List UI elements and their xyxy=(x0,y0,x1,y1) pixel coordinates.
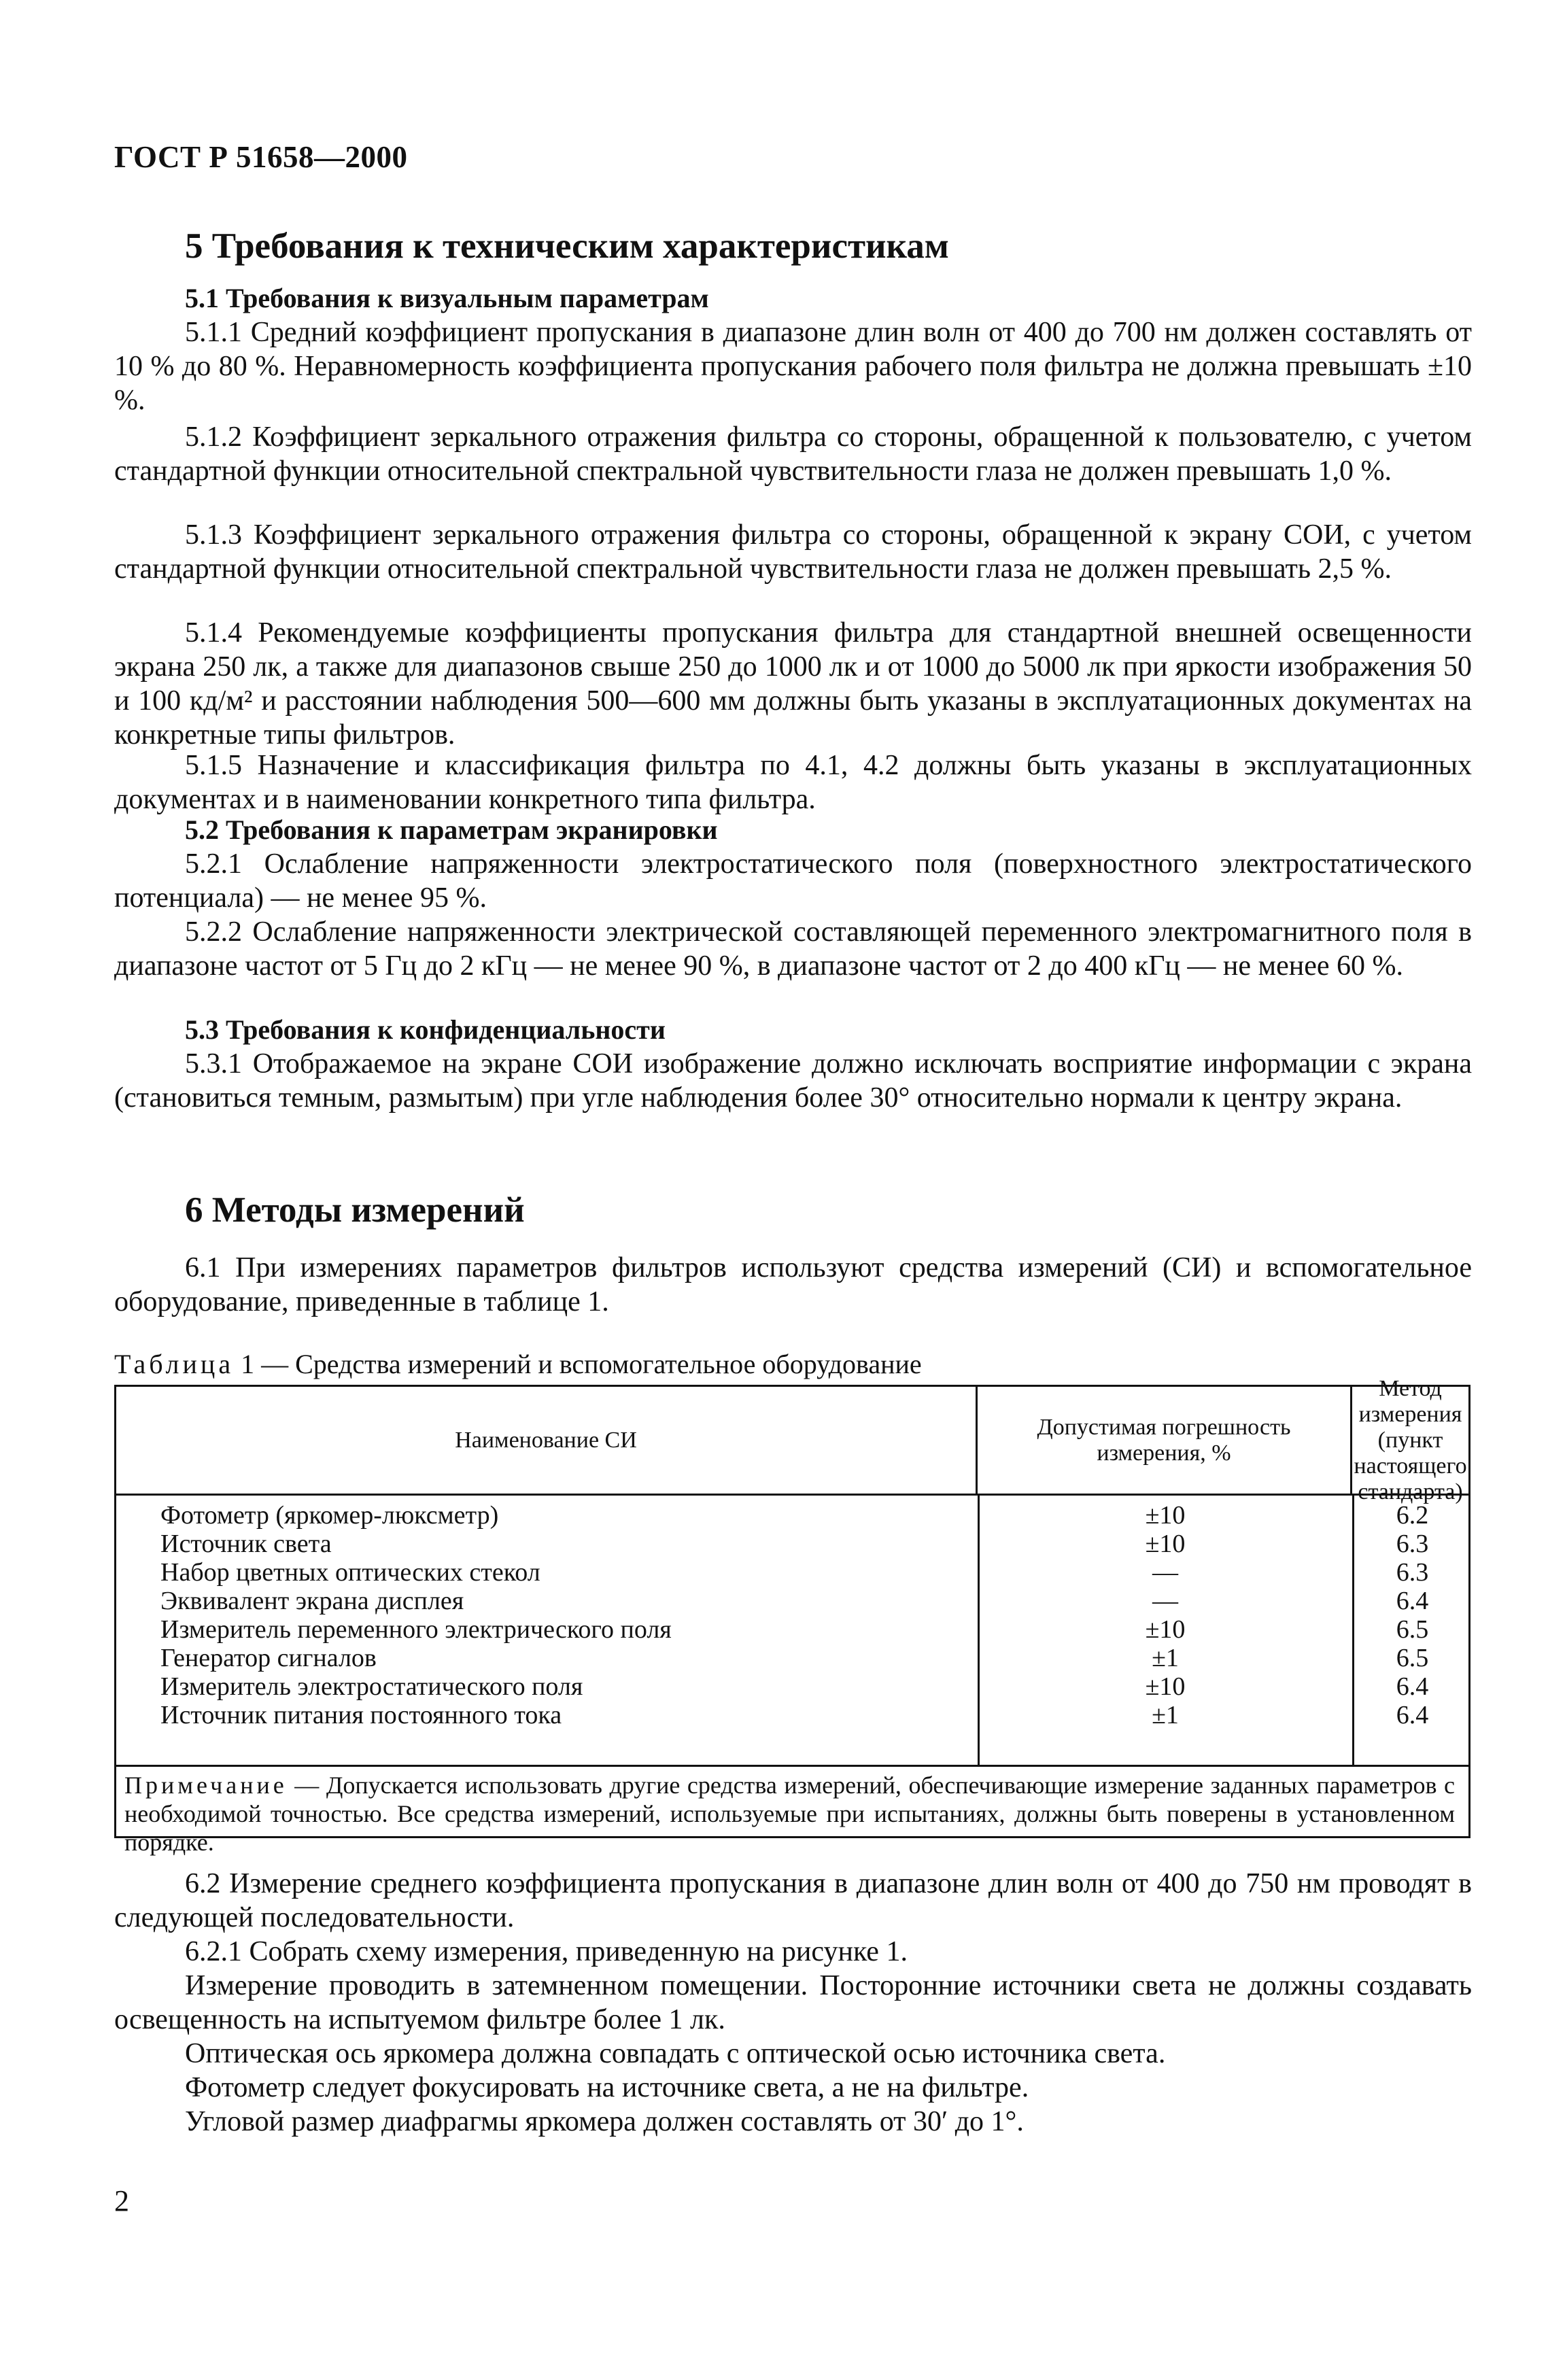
table-note xyxy=(116,1765,1468,1857)
table-body xyxy=(116,1501,1468,1729)
table-row xyxy=(116,1644,1468,1672)
cell-name: Измеритель электростатического поля xyxy=(160,1672,583,1701)
table-header-name: Наименование СИ xyxy=(116,1387,978,1496)
cell-error: — xyxy=(1152,1587,1178,1615)
section-5-1-title: 5.1 Требования к визуальным параметрам xyxy=(185,283,709,313)
paragraph-5-2-1: 5.2.1 Ослабление напряженности электростатического поля (поверхностного электростатического потенциала) — не менее 95 %. xyxy=(114,848,1472,914)
paragraph-5-2-2: 5.2.2 Ослабление напряженности электрической составляющей переменного электромагнитного поля в диапазоне частот от 5 Гц до 2 кГц — не менее 90 %, в диапазоне частот от 2 до 400 кГц — не менее 60 %. xyxy=(114,916,1472,982)
cell-name: Источник света xyxy=(160,1530,332,1558)
paragraph-5-1-3: 5.1.3 Коэффициент зеркального отражения фильтра со стороны, обращенной к экрану СОИ, с учетом стандартной функции относительной спектральной чувствительности глаза не должен превышать 2,5 %. xyxy=(114,519,1472,585)
cell-error: ±1 xyxy=(1152,1644,1179,1672)
table-row xyxy=(116,1530,1468,1558)
cell-method: 6.5 xyxy=(1396,1615,1429,1644)
paragraph-6-2-1-d: Угловой размер диафрагмы яркомера должен составлять от 30′ до 1°. xyxy=(185,2106,1024,2137)
paragraph-5-1-2: 5.1.2 Коэффициент зеркального отражения фильтра со стороны, обращенной к пользователю, с учетом стандартной функции относительной спектральной чувствительности глаза не должен превышать 1,0 %. xyxy=(114,421,1472,487)
cell-name: Фотометр (яркомер-люксметр) xyxy=(160,1501,499,1530)
cell-name: Генератор сигналов xyxy=(160,1644,377,1672)
table-header-method: Метод измерения (пункт настоящего стандарта) xyxy=(1352,1387,1468,1496)
paragraph-5-3-1: 5.3.1 Отображаемое на экране СОИ изображение должно исключать восприятие информации с экрана (становиться темным, размытым) при угле наблюдения более 30° относительно нормали к центру экрана. xyxy=(114,1048,1472,1114)
table-header-error: Допустимая погрешность измерения, % xyxy=(978,1387,1352,1496)
cell-name: Набор цветных оптических стекол xyxy=(160,1558,540,1587)
paragraph-6-2-1: 6.2.1 Собрать схему измерения, приведенную на рисунке 1. xyxy=(185,1936,908,1967)
cell-method: 6.4 xyxy=(1396,1701,1429,1729)
cell-name: Источник питания постоянного тока xyxy=(160,1701,562,1729)
paragraph-6-2-1-b: Оптическая ось яркомера должна совпадать с оптической осью источника света. xyxy=(185,2038,1166,2069)
cell-method: 6.2 xyxy=(1396,1501,1429,1530)
cell-method: 6.4 xyxy=(1396,1587,1429,1615)
section-5-2-title: 5.2 Требования к параметрам экранировки xyxy=(185,814,718,845)
cell-error: — xyxy=(1152,1558,1178,1587)
cell-name: Эквивалент экрана дисплея xyxy=(160,1587,464,1615)
section-5-title: 5 Требования к техническим характеристикам xyxy=(185,226,949,266)
cell-method: 6.3 xyxy=(1396,1558,1429,1587)
table-caption-label: Таблица xyxy=(114,1349,235,1379)
paragraph-6-1: 6.1 При измерениях параметров фильтров используют средства измерений (СИ) и вспомогательное оборудование, приведенные в таблице 1. xyxy=(114,1252,1472,1317)
table-caption xyxy=(114,1347,922,1381)
cell-method: 6.4 xyxy=(1396,1672,1429,1701)
cell-error: ±10 xyxy=(1145,1672,1186,1701)
table-note-label: Примечание xyxy=(124,1772,288,1799)
cell-error: ±10 xyxy=(1145,1530,1186,1558)
paragraph-5-1-1: 5.1.1 Средний коэффициент пропускания в диапазоне длин волн от 400 до 700 нм должен составлять от 10 % до 80 %. Неравномерность коэффициента пропускания рабочего поля фильтра не должна превышать ±10 %. xyxy=(114,317,1472,416)
section-6-title: 6 Методы измерений xyxy=(185,1190,525,1230)
table-row xyxy=(116,1672,1468,1701)
paragraph-6-2: 6.2 Измерение среднего коэффициента пропускания в диапазоне длин волн от 400 до 750 нм проводят в следующей последовательности. xyxy=(114,1868,1472,1933)
page-number: 2 xyxy=(114,2184,129,2218)
document-header: ГОСТ Р 51658—2000 xyxy=(114,140,408,174)
paragraph-6-2-1-a: Измерение проводить в затемненном помещении. Посторонние источники света не должны создавать освещенность на испытуемом фильтре более 1 лк. xyxy=(114,1970,1472,2035)
cell-method: 6.3 xyxy=(1396,1530,1429,1558)
cell-error: ±10 xyxy=(1145,1501,1186,1530)
cell-method: 6.5 xyxy=(1396,1644,1429,1672)
table-row xyxy=(116,1587,1468,1615)
paragraph-5-1-4: 5.1.4 Рекомендуемые коэффициенты пропускания фильтра для стандартной внешней освещенности экрана 250 лк, а также для диапазонов свыше 250 до 1000 лк и от 1000 до 5000 лк при яркости изображения 50 и 100 кд/м² и расстоянии наблюдения 500—600 мм должны быть указаны в эксплуатационных документах на конкретные типы фильтров. xyxy=(114,617,1472,751)
cell-error: ±1 xyxy=(1152,1701,1179,1729)
table-row xyxy=(116,1558,1468,1587)
table-row xyxy=(116,1701,1468,1729)
cell-error: ±10 xyxy=(1145,1615,1186,1644)
table-caption-text: 1 — Средства измерений и вспомогательное оборудование xyxy=(234,1349,922,1379)
paragraph-5-1-5: 5.1.5 Назначение и классификация фильтра по 4.1, 4.2 должны быть указаны в эксплуатационных документах и в наименовании конкретного типа фильтра. xyxy=(114,750,1472,815)
paragraph-6-2-1-c: Фотометр следует фокусировать на источнике света, а не на фильтре. xyxy=(185,2072,1029,2103)
measurement-table xyxy=(114,1375,1471,1856)
table-row xyxy=(116,1615,1468,1644)
table-note-text: — Допускается использовать другие средства измерений, обеспечивающие измерение заданных параметров с необходимой точностью. Все средства измерений, используемые при испытаниях, должны быть поверены в установленном порядке. xyxy=(124,1772,1455,1856)
section-5-3-title: 5.3 Требования к конфиденциальности xyxy=(185,1014,666,1045)
cell-name: Измеритель переменного электрического поля xyxy=(160,1615,672,1644)
table-row xyxy=(116,1501,1468,1530)
